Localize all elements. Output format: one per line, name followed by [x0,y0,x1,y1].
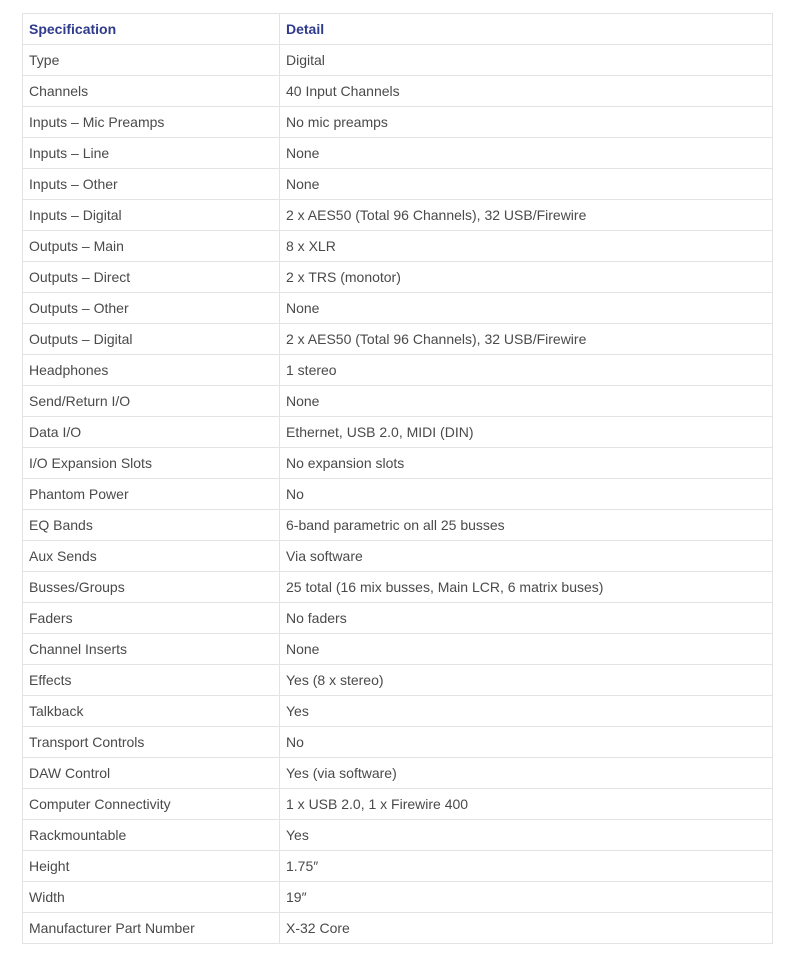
spec-name-cell: Busses/Groups [23,572,280,603]
spec-detail-cell: X-32 Core [280,913,773,944]
spec-detail-cell: Digital [280,45,773,76]
table-row [23,789,773,820]
spec-detail-cell: 25 total (16 mix busses, Main LCR, 6 matrix buses) [280,572,773,603]
spec-detail-cell: 8 x XLR [280,231,773,262]
table-row [23,851,773,882]
spec-detail-cell: 2 x AES50 (Total 96 Channels), 32 USB/Firewire [280,324,773,355]
spec-name-cell: Channel Inserts [23,634,280,665]
spec-table-body [23,45,773,944]
table-row [23,758,773,789]
spec-detail-cell: Yes [280,820,773,851]
spec-detail-cell: 1 stereo [280,355,773,386]
table-row [23,479,773,510]
spec-name-cell: Outputs – Main [23,231,280,262]
table-row [23,417,773,448]
spec-detail-cell: No [280,727,773,758]
table-row [23,603,773,634]
header-specification: Specification [23,14,280,45]
table-row [23,448,773,479]
spec-detail-cell: No expansion slots [280,448,773,479]
spec-detail-cell: None [280,138,773,169]
spec-name-cell: Computer Connectivity [23,789,280,820]
spec-detail-cell: None [280,169,773,200]
spec-name-cell: Inputs – Digital [23,200,280,231]
spec-detail-cell: No mic preamps [280,107,773,138]
table-row [23,665,773,696]
spec-detail-cell: 6-band parametric on all 25 busses [280,510,773,541]
spec-detail-cell: 40 Input Channels [280,76,773,107]
spec-detail-cell: 1.75″ [280,851,773,882]
spec-name-cell: Aux Sends [23,541,280,572]
spec-detail-cell: 2 x AES50 (Total 96 Channels), 32 USB/Firewire [280,200,773,231]
spec-name-cell: Effects [23,665,280,696]
table-row [23,913,773,944]
spec-detail-cell: Ethernet, USB 2.0, MIDI (DIN) [280,417,773,448]
spec-name-cell: Data I/O [23,417,280,448]
table-row [23,324,773,355]
spec-name-cell: Inputs – Other [23,169,280,200]
table-row [23,200,773,231]
table-row [23,572,773,603]
spec-detail-cell: 2 x TRS (monotor) [280,262,773,293]
spec-name-cell: DAW Control [23,758,280,789]
table-row [23,169,773,200]
spec-name-cell: EQ Bands [23,510,280,541]
header-row [23,14,773,45]
spec-name-cell: Type [23,45,280,76]
spec-detail-cell: None [280,386,773,417]
table-row [23,262,773,293]
spec-table [22,13,773,944]
spec-detail-cell: 1 x USB 2.0, 1 x Firewire 400 [280,789,773,820]
spec-table-header [23,14,773,45]
spec-detail-cell: Yes [280,696,773,727]
header-detail: Detail [280,14,773,45]
spec-name-cell: Outputs – Other [23,293,280,324]
spec-detail-cell: Yes (via software) [280,758,773,789]
table-row [23,231,773,262]
spec-name-cell: Send/Return I/O [23,386,280,417]
table-row [23,45,773,76]
spec-name-cell: Rackmountable [23,820,280,851]
spec-detail-cell: No faders [280,603,773,634]
spec-name-cell: Outputs – Direct [23,262,280,293]
spec-name-cell: Faders [23,603,280,634]
spec-name-cell: Transport Controls [23,727,280,758]
table-row [23,355,773,386]
spec-name-cell: Phantom Power [23,479,280,510]
table-row [23,76,773,107]
spec-name-cell: Height [23,851,280,882]
spec-name-cell: Inputs – Mic Preamps [23,107,280,138]
spec-name-cell: Talkback [23,696,280,727]
spec-name-cell: I/O Expansion Slots [23,448,280,479]
spec-name-cell: Channels [23,76,280,107]
spec-name-cell: Headphones [23,355,280,386]
spec-name-cell: Inputs – Line [23,138,280,169]
spec-detail-cell: None [280,293,773,324]
spec-detail-cell: No [280,479,773,510]
spec-detail-cell: Via software [280,541,773,572]
table-row [23,138,773,169]
table-row [23,107,773,138]
table-row [23,293,773,324]
spec-detail-cell: None [280,634,773,665]
spec-detail-cell: Yes (8 x stereo) [280,665,773,696]
spec-name-cell: Manufacturer Part Number [23,913,280,944]
table-row [23,820,773,851]
table-row [23,541,773,572]
table-row [23,727,773,758]
spec-name-cell: Width [23,882,280,913]
table-row [23,386,773,417]
table-row [23,510,773,541]
spec-detail-cell: 19″ [280,882,773,913]
table-row [23,696,773,727]
table-row [23,882,773,913]
table-row [23,634,773,665]
spec-name-cell: Outputs – Digital [23,324,280,355]
